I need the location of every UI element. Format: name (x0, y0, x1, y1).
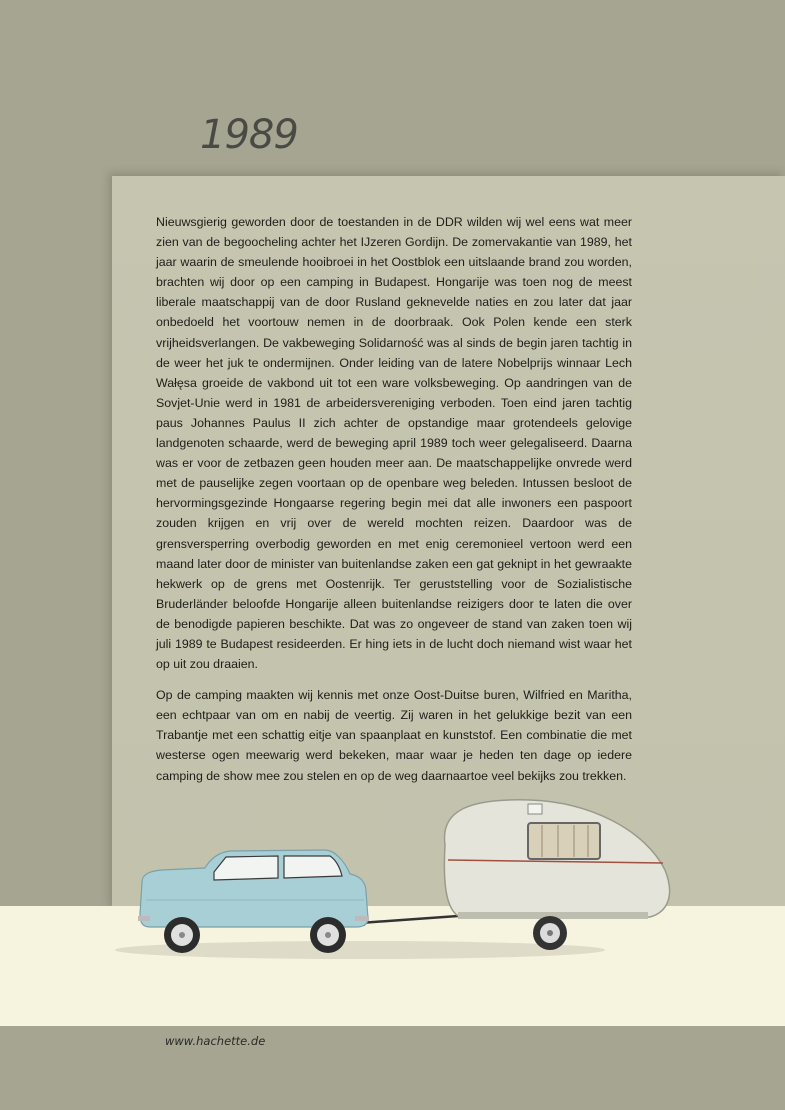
paragraph-2: Op de camping maakten wij kennis met onze Oost-Duitse buren, Wilfried en Maritha, een echtpaar van om en nabij de veertig. Zij waren in het gelukkige bezit van een Trabantje met een schattig eitje van spaanplaat en kunststof. Een combinatie die met westerse ogen meewarig werd bekeken, maar waar je heden ten dage op iedere camping de show mee zou stelen en op de weg daarnaartoe veel bekijks zou trekken. (156, 688, 632, 783)
footer-url[interactable]: www.hachette.de (165, 1034, 266, 1048)
page-title: 1989 (200, 112, 298, 158)
footer-band (0, 1026, 785, 1110)
trabant-caravan-illustration (110, 790, 680, 970)
article-body (156, 212, 632, 797)
paragraph-1: Nieuwsgierig geworden door de toestanden in de DDR wilden wij wel eens wat meer zien van de begoocheling achter het IJzeren Gordijn. De zomervakantie van 1989, het jaar waarin de smeulende hooibroei in het Oostblok een uitslaande brand zou worden, brachten wij door op een camping in Budapest. Hongarije was toen nog de meest liberale maatschappij van de door Rusland geknevelde naties en zou later dat jaar onbedoeld het voortouw nemen in de doorbraak. Ook Polen kende een sterk vrijheidsverlangen. De vakbeweging Solidarność was al sinds de begin jaren tachtig in de weer het juk te ondermijnen. Onder leiding van de latere Nobelprijs winnaar Lech Wałęsa groeide de vakbond uit tot een ware volksbeweging. Op aandringen van de Sovjet-Unie werd in 1981 de arbeidersvereniging verboden. Toen eind jaren tachtig paus Johannes Paulus II zich achter de opstandige maar grotendeels gelovige landgenoten schaarde, werd de beweging april 1989 toch weer gelegaliseerd. Daarna was er voor de zetbazen geen houden meer aan. De maatschappelijke onvrede werd met de pauselijke zegen voortaan op de openbare weg beleden. Intussen besloot de hervormingsgezinde Hongaarse regering begin mei dat alle inwoners een paspoort zouden krijgen en vrij over de wereld mochten reizen. Daardoor was de grensversperring overbodig geworden en met enig ceremonieel vertoon werd een maand later door de minister van buitenlandse zaken een gat geknipt in het gewraakte hekwerk op de grens met Oostenrijk. Ter geruststelling voor de Sozialistische Bruderländer beloofde Hongarije alleen buitenlandse reizigers door te laten die over de benodigde papieren beschikte. Dat was zo ongeveer de stand van zaken toen wij juli 1989 te Budapest resideerden. Er hing iets in de lucht doch niemand wist waar het op uit zou draaien. (156, 215, 632, 672)
tow-bar (360, 916, 458, 923)
caravan-window (528, 823, 600, 859)
trabant-car (138, 850, 369, 953)
caravan (444, 800, 669, 950)
